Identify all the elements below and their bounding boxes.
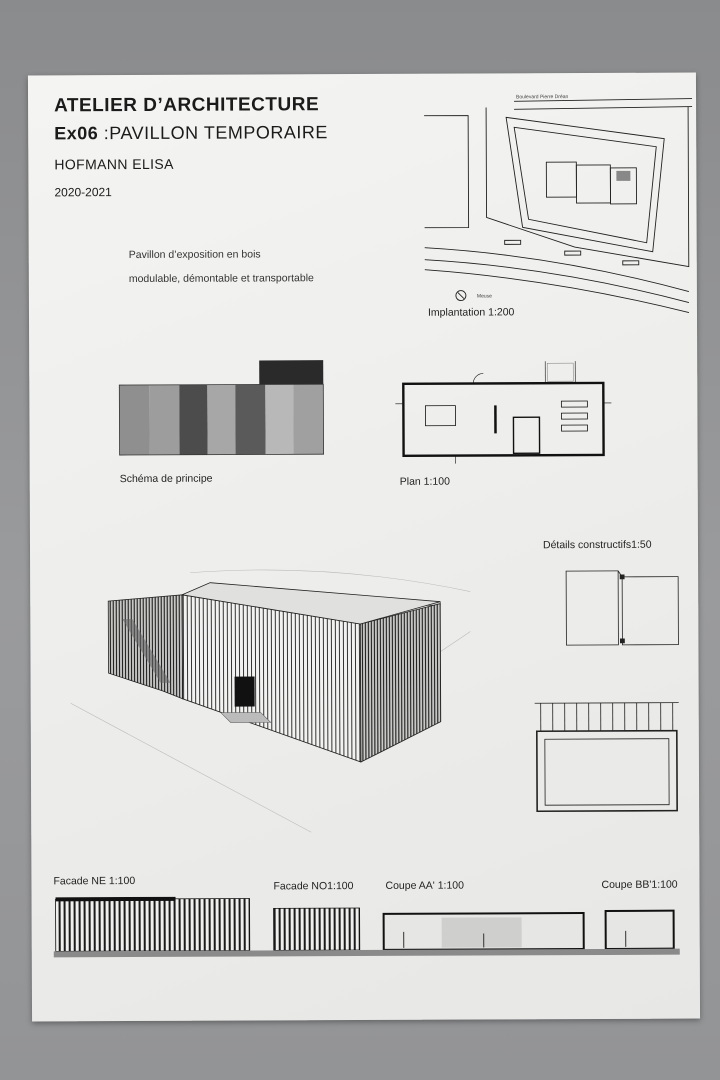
elevations-drawing xyxy=(54,891,684,964)
coupe-aa-label: Coupe AA' 1:100 xyxy=(385,879,464,892)
atelier-title: ATELIER D’ARCHITECTURE xyxy=(54,94,320,117)
detail-drawing-top xyxy=(564,567,684,650)
schema-drawing xyxy=(119,360,329,461)
site-plan-drawing xyxy=(424,87,695,308)
schema-label: Schéma de principe xyxy=(119,472,213,486)
plan-drawing xyxy=(395,353,635,464)
poster-sheet xyxy=(28,73,700,1022)
author-name: HOFMANN ELISA xyxy=(54,155,174,173)
exercise-title xyxy=(54,122,328,144)
academic-year: 2020-2021 xyxy=(54,185,112,200)
coupe-bb-label: Coupe BB'1:100 xyxy=(601,878,678,891)
river-label: Meuse xyxy=(476,293,492,300)
street-top-label: Boulevard Pierre Dréan xyxy=(516,94,569,101)
exercise-name: :PAVILLON TEMPORAIRE xyxy=(103,122,328,144)
detail-drawing-bottom xyxy=(535,697,686,818)
description-line1: Pavillon d’exposition en bois xyxy=(128,248,261,262)
perspective-drawing xyxy=(70,572,471,834)
description-line2: modulable, démontable et transportable xyxy=(128,272,314,286)
site-plan-label: Implantation 1:200 xyxy=(427,306,515,319)
facade-ne-label: Facade NE 1:100 xyxy=(53,875,136,888)
exercise-number: Ex06 xyxy=(54,123,99,144)
details-label: Détails constructifs1:50 xyxy=(542,538,652,552)
plan-label: Plan 1:100 xyxy=(399,475,450,488)
facade-no-label: Facade NO1:100 xyxy=(273,880,354,893)
